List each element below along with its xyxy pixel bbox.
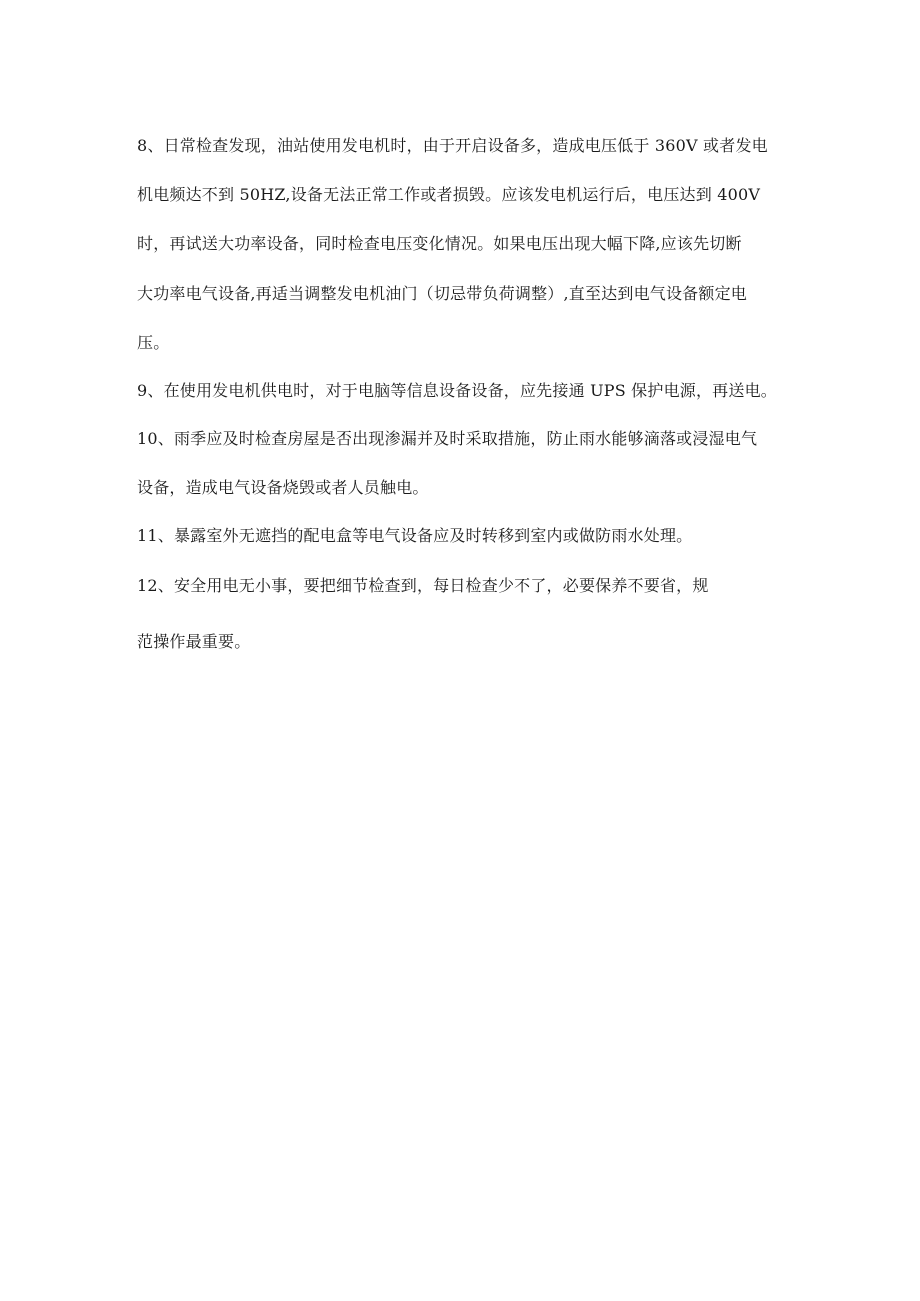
item-12-line-1: 12、安全用电无小事，要把细节检查到，每日检查少不了，必要保养不要省，规 [137, 576, 709, 595]
item-8-line-3: 时，再试送大功率设备，同时检查电压变化情况。如果电压出现大幅下降,应该先切断 [137, 234, 742, 253]
item-12-line-2: 范操作最重要。 [137, 632, 251, 651]
item-10-line-1: 10、雨季应及时检查房屋是否出现渗漏并及时采取措施，防止雨水能够滴落或浸湿电气 [137, 429, 758, 448]
item-8-line-5: 压。 [137, 333, 170, 352]
item-8-line-1: 8、日常检查发现，油站使用发电机时，由于开启设备多，造成电压低于 360V 或者发电 [137, 136, 768, 155]
item-8-line-4: 大功率电气设备,再适当调整发电机油门（切忌带负荷调整）,直至达到电气设备额定电 [137, 284, 747, 303]
item-10-line-2: 设备，造成电气设备烧毁或者人员触电。 [137, 478, 429, 497]
item-11-line-1: 11、暴露室外无遮挡的配电盒等电气设备应及时转移到室内或做防雨水处理。 [137, 526, 693, 545]
item-9-line-1: 9、在使用发电机供电时，对于电脑等信息设备设备，应先接通 UPS 保护电源，再送电。 [137, 381, 777, 400]
item-8-line-2: 机电频达不到 50HZ,设备无法正常工作或者损毁。应该发电机运行后，电压达到 400V [137, 185, 761, 204]
